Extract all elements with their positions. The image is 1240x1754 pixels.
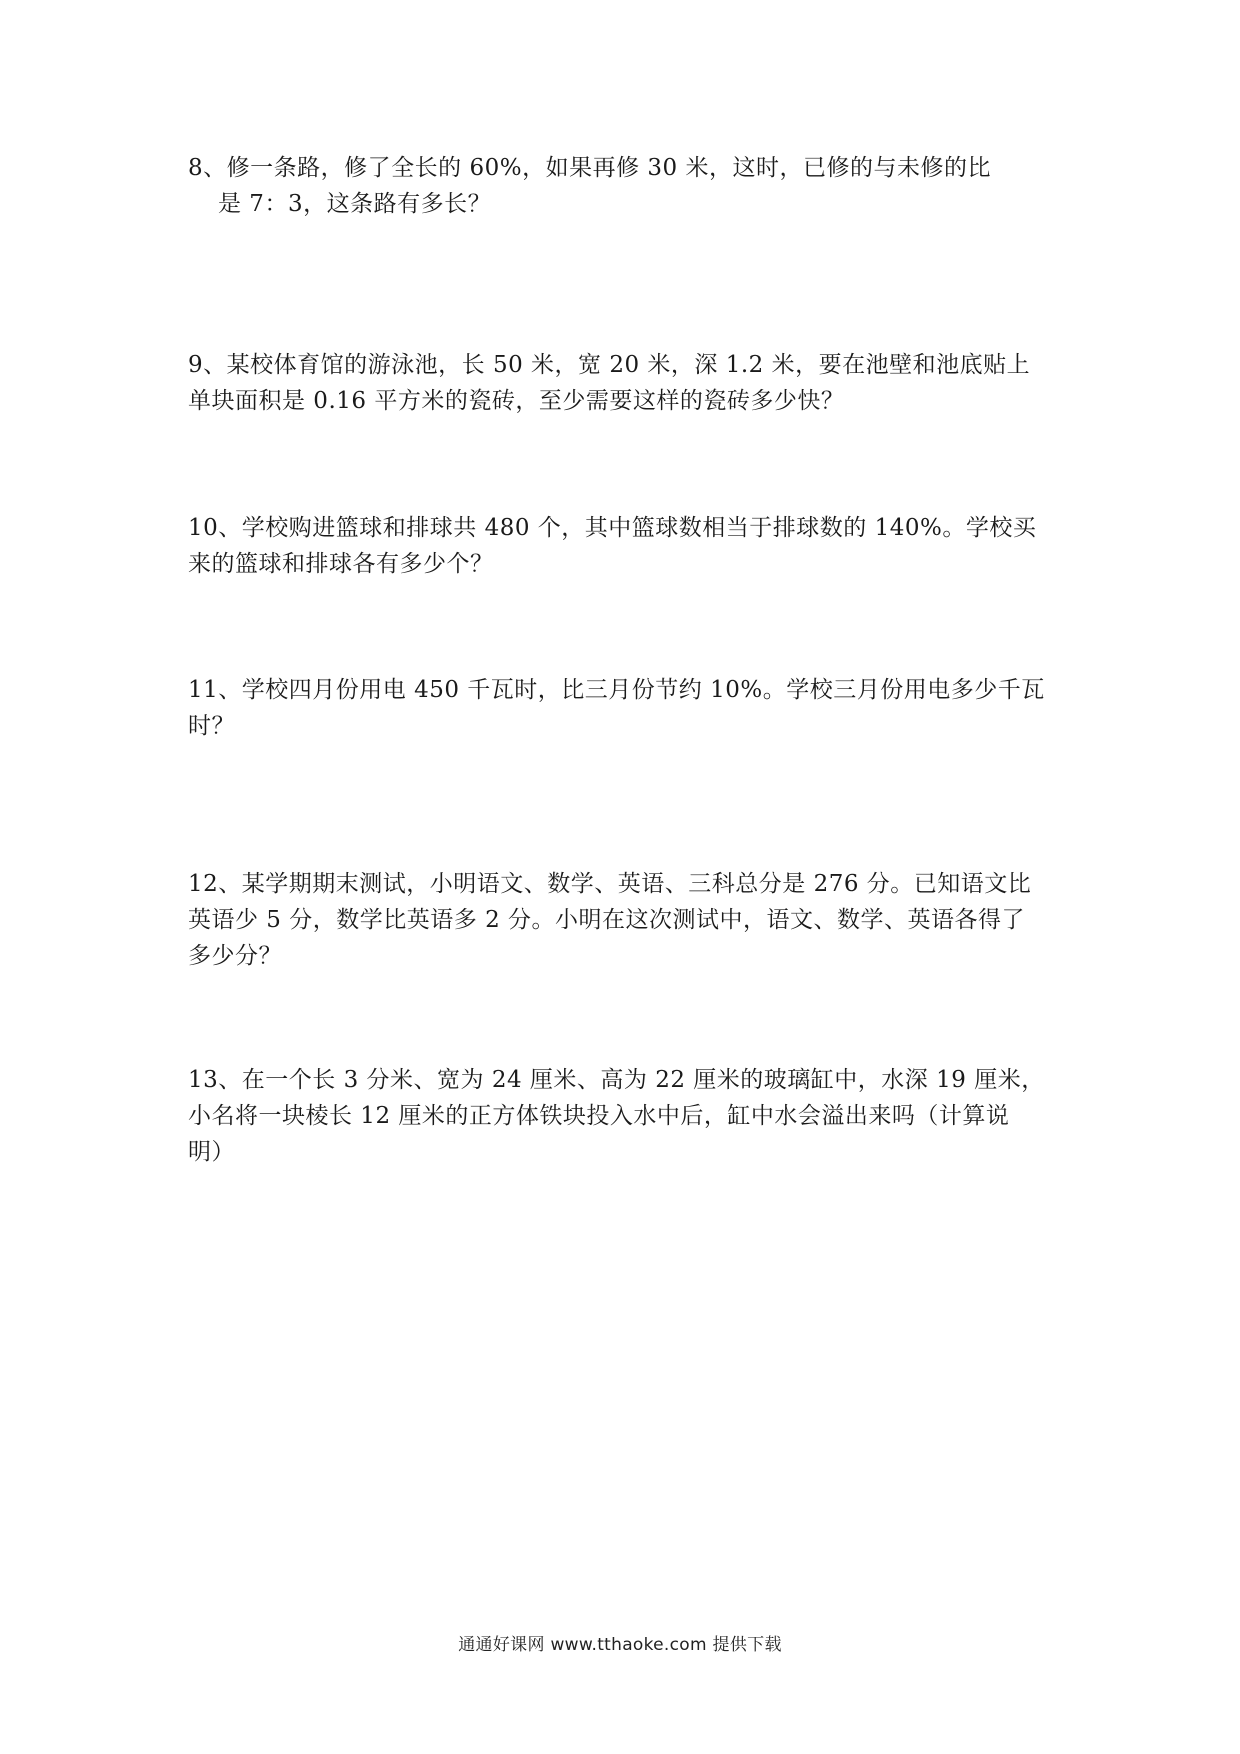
question-12 (188, 866, 1068, 974)
question-10 (188, 510, 1068, 582)
footer-credit: 通通好课网 www.tthaoke.com 提供下载 (458, 1635, 782, 1655)
question-11 (188, 672, 1068, 744)
question-12-line-3: 多少分？ (188, 943, 282, 969)
question-11-line-2: 时？ (188, 713, 235, 739)
question-13-line-3: 明） (188, 1139, 235, 1165)
question-13-line-2: 小名将一块棱长 12 厘米的正方体铁块投入水中后，缸中水会溢出来吗（计算说 (188, 1103, 1010, 1129)
question-13-line-1: 13、在一个长 3 分米、宽为 24 厘米、高为 22 厘米的玻璃缸中，水深 19 厘米， (188, 1067, 1045, 1093)
question-8-line-1: 8、修一条路，修了全长的 60%，如果再修 30 米，这时，已修的与未修的比 (188, 155, 991, 181)
question-9-line-2: 单块面积是 0.16 平方米的瓷砖，至少需要这样的瓷砖多少快？ (188, 388, 845, 414)
question-10-line-1: 10、学校购进篮球和排球共 480 个，其中篮球数相当于排球数的 140%。学校买 (188, 515, 1037, 541)
question-11-line-1: 11、学校四月份用电 450 千瓦时，比三月份节约 10%。学校三月份用电多少千瓦 (188, 677, 1045, 703)
question-9 (188, 347, 1068, 419)
question-12-line-2: 英语少 5 分，数学比英语多 2 分。小明在这次测试中，语文、数学、英语各得了 (188, 907, 1026, 933)
question-9-line-1: 9、某校体育馆的游泳池，长 50 米，宽 20 米，深 1.2 米，要在池壁和池底贴上 (188, 352, 1031, 378)
question-8-line-2: 是 7：3，这条路有多长？ (218, 191, 492, 217)
question-12-line-1: 12、某学期期末测试，小明语文、数学、英语、三科总分是 276 分。已知语文比 (188, 871, 1032, 897)
question-13 (188, 1062, 1068, 1170)
question-10-line-2: 来的篮球和排球各有多少个？ (188, 551, 494, 577)
question-8 (188, 150, 1068, 222)
